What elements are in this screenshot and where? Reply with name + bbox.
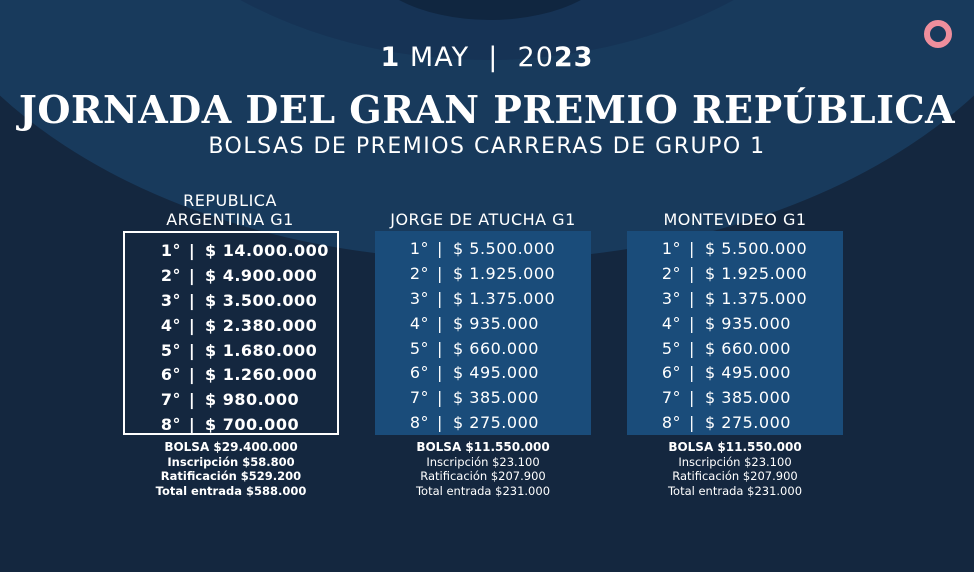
prize-position: 6°: [160, 365, 181, 385]
prize-position: 1°: [160, 240, 181, 260]
prize-separator: |: [188, 415, 196, 435]
prize-separator: |: [689, 238, 695, 258]
prize-amount: $ 2.380.000: [205, 315, 318, 335]
prize-separator: |: [689, 263, 695, 283]
prize-row: [125, 263, 337, 288]
inscripcion-fee: Inscripción $23.100: [426, 454, 540, 469]
prize-position: 5°: [160, 340, 181, 360]
total-entrada: Total entrada $231.000: [667, 483, 803, 498]
prize-amount: $ 1.925.000: [705, 263, 808, 283]
prize-row: [627, 311, 843, 336]
race-title-line2: MONTEVIDEO G1: [663, 210, 807, 229]
prize-row: [627, 336, 843, 361]
prize-table-republica-argentina: [123, 231, 339, 435]
prize-row: [125, 387, 337, 412]
prize-position: 7°: [160, 390, 181, 410]
bolsa-total: BOLSA $11.550.000: [668, 440, 802, 454]
prize-separator: |: [689, 413, 695, 433]
ratificacion-fee: Ratificación $207.900: [672, 469, 798, 483]
prize-position: 3°: [661, 288, 681, 308]
inscripcion-fee: Inscripción $23.100: [678, 454, 792, 469]
date-month: MAY: [409, 42, 470, 73]
prize-amount: $ 1.375.000: [705, 288, 808, 308]
prize-row: [125, 238, 337, 263]
prize-amount: $ 1.680.000: [205, 340, 318, 360]
prize-amount: $ 385.000: [453, 388, 539, 408]
prize-position: 6°: [409, 363, 429, 383]
race-title-line2: ARGENTINA G1: [166, 210, 294, 229]
prize-row: [375, 286, 591, 311]
prize-row: [627, 236, 843, 261]
prize-position: 7°: [661, 388, 681, 408]
prize-row: [375, 311, 591, 336]
prize-amount: $ 1.925.000: [453, 263, 556, 283]
prize-amount: $ 495.000: [453, 363, 539, 383]
prize-table-jorge-de-atucha: [375, 231, 591, 435]
summary-jorge-de-atucha: [375, 440, 591, 498]
prize-row: [375, 360, 591, 385]
prize-separator: |: [689, 288, 695, 308]
prize-separator: |: [437, 313, 443, 333]
bolsa-total: BOLSA $11.550.000: [416, 440, 550, 454]
prize-amount: $ 935.000: [705, 313, 791, 333]
race-title-line2: JORGE DE ATUCHA G1: [390, 210, 576, 229]
prize-separator: |: [437, 363, 443, 383]
prize-amount: $ 275.000: [705, 413, 791, 433]
prize-position: 1°: [661, 238, 681, 258]
prize-position: 8°: [661, 413, 681, 433]
prize-position: 8°: [409, 413, 429, 433]
prize-amount: $ 4.900.000: [205, 265, 318, 285]
prize-separator: |: [689, 363, 695, 383]
race-title-montevideo: [626, 210, 844, 229]
prize-position: 3°: [409, 288, 429, 308]
prize-amount: $ 495.000: [705, 363, 791, 383]
prize-separator: |: [188, 365, 196, 385]
prize-position: 4°: [160, 315, 181, 335]
prize-amount: $ 660.000: [705, 338, 791, 358]
prize-row: [627, 286, 843, 311]
prize-amount: $ 14.000.000: [205, 240, 329, 260]
prize-row: [627, 385, 843, 410]
event-date: [0, 42, 974, 73]
ratificacion-fee: Ratificación $529.200: [160, 469, 302, 483]
race-title-line1: REPUBLICA: [183, 191, 277, 210]
inscripcion-fee: Inscripción $58.800: [167, 454, 295, 469]
prize-amount: $ 935.000: [453, 313, 539, 333]
prize-table-montevideo: [627, 231, 843, 435]
prize-separator: |: [437, 338, 443, 358]
date-separator: |: [488, 42, 499, 73]
total-entrada: Total entrada $588.000: [155, 483, 307, 498]
prize-amount: $ 385.000: [705, 388, 791, 408]
prize-position: 4°: [661, 313, 681, 333]
prize-amount: $ 5.500.000: [453, 238, 556, 258]
prize-amount: $ 660.000: [453, 338, 539, 358]
prize-row: [627, 261, 843, 286]
prize-separator: |: [437, 263, 443, 283]
prize-row: [125, 412, 337, 437]
prize-separator: |: [437, 288, 443, 308]
prize-separator: |: [437, 238, 443, 258]
date-year-suffix: 23: [553, 42, 594, 73]
summary-republica-argentina: [123, 440, 339, 498]
prize-amount: $ 1.260.000: [205, 365, 318, 385]
prize-separator: |: [689, 338, 695, 358]
prize-row: [125, 313, 337, 338]
ratificacion-fee: Ratificación $207.900: [420, 469, 546, 483]
prize-position: 6°: [661, 363, 681, 383]
date-year-prefix: 20: [517, 42, 554, 73]
race-title-republica-argentina: [130, 191, 330, 229]
prize-position: 7°: [409, 388, 429, 408]
prize-row: [125, 338, 337, 363]
prize-separator: |: [188, 315, 196, 335]
prize-position: 1°: [409, 238, 429, 258]
prize-amount: $ 980.000: [205, 390, 300, 410]
page-title: JORNADA DEL GRAN PREMIO REPÚBLICA: [18, 87, 956, 132]
prize-row: [375, 385, 591, 410]
bolsa-total: BOLSA $29.400.000: [164, 440, 298, 454]
prize-separator: |: [188, 340, 196, 360]
prize-row: [125, 288, 337, 313]
prize-separator: |: [188, 265, 196, 285]
prize-separator: |: [188, 240, 196, 260]
prize-separator: |: [437, 388, 443, 408]
prize-position: 2°: [160, 265, 181, 285]
prize-row: [375, 410, 591, 435]
prize-position: 2°: [661, 263, 681, 283]
prize-amount: $ 275.000: [453, 413, 539, 433]
prize-separator: |: [188, 290, 196, 310]
prize-amount: $ 1.375.000: [453, 288, 556, 308]
page-subtitle: BOLSAS DE PREMIOS CARRERAS DE GRUPO 1: [208, 134, 766, 159]
date-day: 1: [380, 42, 401, 73]
prize-separator: |: [689, 388, 695, 408]
prize-row: [627, 410, 843, 435]
prize-position: 5°: [409, 338, 429, 358]
race-title-jorge-de-atucha: [366, 210, 600, 229]
prize-row: [627, 360, 843, 385]
prize-separator: |: [437, 413, 443, 433]
prize-amount: $ 5.500.000: [705, 238, 808, 258]
prize-row: [375, 236, 591, 261]
prize-row: [125, 362, 337, 387]
prize-position: 2°: [409, 263, 429, 283]
prize-row: [375, 261, 591, 286]
summary-montevideo: [627, 440, 843, 498]
prize-position: 8°: [160, 415, 181, 435]
prize-amount: $ 700.000: [205, 415, 300, 435]
prize-position: 4°: [409, 313, 429, 333]
prize-row: [375, 336, 591, 361]
prize-position: 5°: [661, 338, 681, 358]
prize-amount: $ 3.500.000: [205, 290, 318, 310]
prize-separator: |: [188, 390, 196, 410]
prize-separator: |: [689, 313, 695, 333]
prize-position: 3°: [160, 290, 181, 310]
total-entrada: Total entrada $231.000: [415, 483, 551, 498]
